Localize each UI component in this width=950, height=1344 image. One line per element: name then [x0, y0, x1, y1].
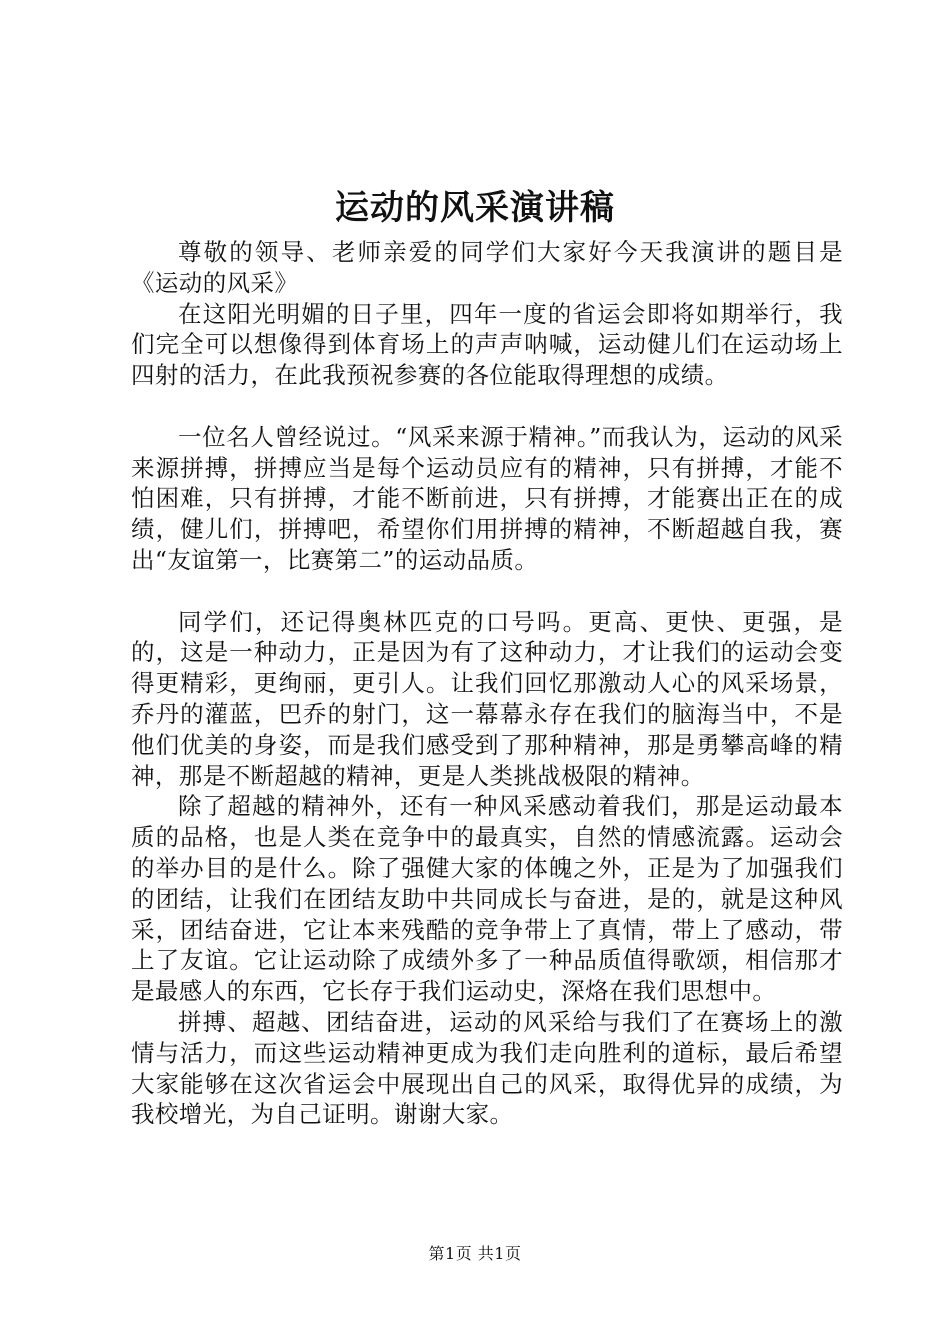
document-title: 运动的风采演讲稿 [335, 188, 615, 228]
document-body [131, 237, 843, 1130]
paragraph-greeting: 尊敬的领导、老师亲爱的同学们大家好今天我演讲的题目是《运动的风采》 [131, 238, 843, 297]
paragraph-spacer [131, 391, 843, 422]
paragraph-unity: 除了超越的精神外，还有一种风采感动着我们，那是运动最本质的品格，也是人类在竞争中的最真实，自然的情感流露。运动会的举办目的是什么。除了强健大家的体魄之外，正是为了加强我们的团结，让我们在团结友助中共同成长与奋进，是的，就是这种风采，团结奋进，它让本来残酷的竞争带上了真情，带上了感动，带上了友谊。它让运动除了成绩外多了一种品质值得歌颂，相信那才是最感人的东西，它长存于我们运动史，深烙在我们思想中。 [131, 792, 843, 1006]
page-number-footer: 第1页 共1页 [428, 1244, 522, 1263]
paragraph-olympic: 同学们，还记得奥林匹克的口号吗。更高、更快、更强，是的，这是一种动力，正是因为有了这种动力，才让我们的运动会变得更精彩，更绚丽，更引人。让我们回忆那激动人心的风采场景，乔丹的灌蓝，巴乔的射门，这一幕幕永存在我们的脑海当中，不是他们优美的身姿，而是我们感受到了那种精神，那是勇攀高峰的精神，那是不断超越的精神，更是人类挑战极限的精神。 [131, 607, 843, 790]
paragraph-closing: 拼搏、超越、团结奋进，运动的风采给与我们了在赛场上的激情与活力，而这些运动精神更成为我们走向胜利的道标，最后希望大家能够在这次省运会中展现出自己的风采，取得优异的成绩，为我校增光，为自己证明。谢谢大家。 [131, 1007, 843, 1129]
paragraph-spacer [131, 576, 843, 607]
paragraph-struggle: 一位名人曾经说过。“风采来源于精神。”而我认为，运动的风采来源拼搏，拼搏应当是每个运动员应有的精神，只有拼搏，才能不怕困难，只有拼搏，才能不断前进，只有拼搏，才能赛出正在的成绩，健儿们，拼搏吧，希望你们用拼搏的精神，不断超越自我，赛出“友谊第一，比赛第二”的运动品质。 [131, 422, 843, 574]
paragraph-opening: 在这阳光明媚的日子里，四年一度的省运会即将如期举行，我们完全可以想像得到体育场上的声声呐喊，运动健儿们在运动场上四射的活力，在此我预祝参赛的各位能取得理想的成绩。 [131, 299, 843, 390]
